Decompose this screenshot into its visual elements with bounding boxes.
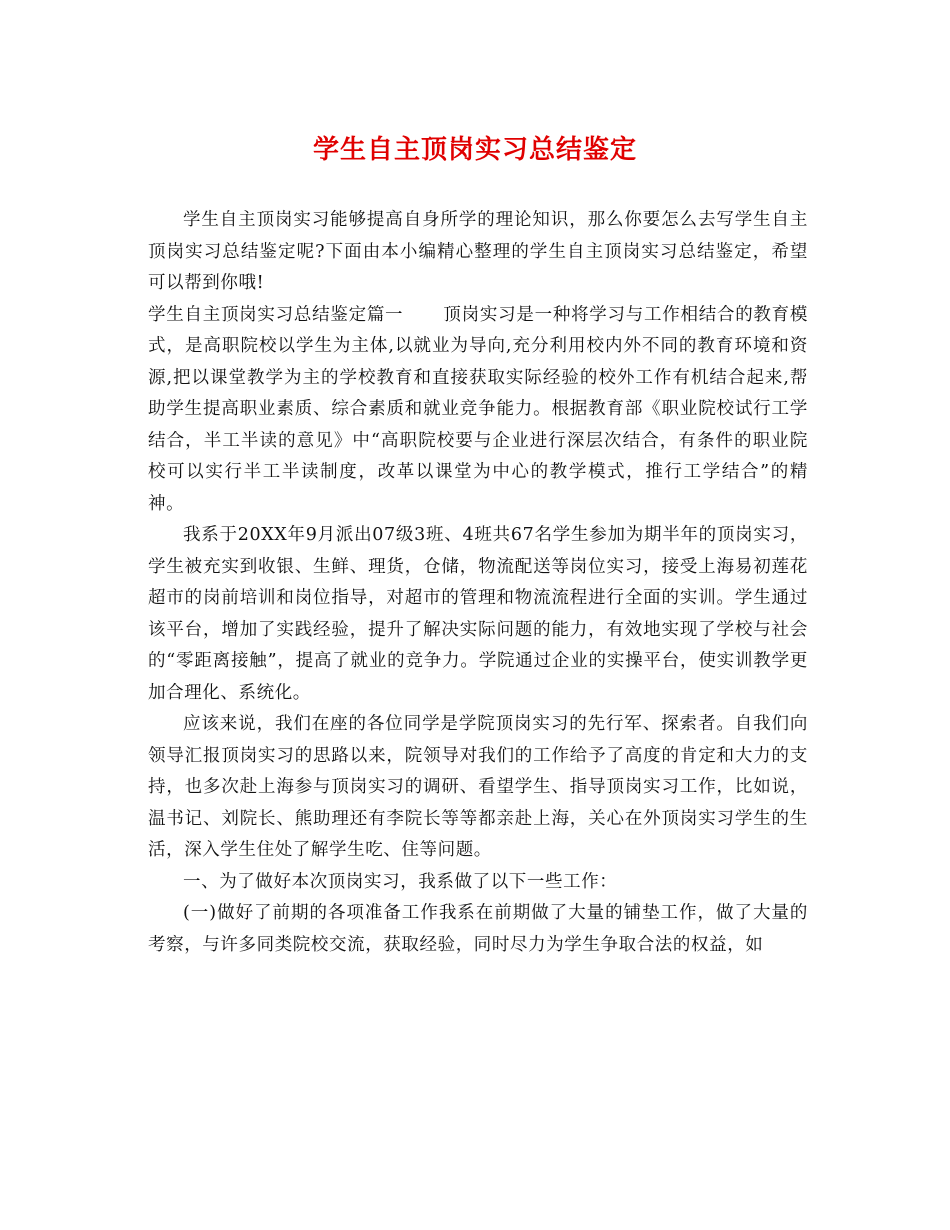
section-paragraph: [148, 300, 808, 521]
document-title: 学生自主顶岗实习总结鉴定: [312, 135, 637, 165]
intro-paragraph: 学生自主顶岗实习能够提高自身所学的理论知识，那么你要怎么去写学生自主顶岗实习总结鉴定呢?下面由本小编精心整理的学生自主顶岗实习总结鉴定，希望可以帮到你哦!: [148, 210, 808, 293]
section-heading: 学生自主顶岗实习总结鉴定篇一: [148, 304, 404, 325]
paragraph-4: 一、为了做好本次顶岗实习，我系做了以下一些工作：: [183, 871, 618, 892]
section-body: 顶岗实习是一种将学习与工作相结合的教育模式，是高职院校以学生为主体,以就业为导向,充分利用校内外不同的教育环境和资源,把以课堂教学为主的学校教育和直接获取实际经验的校外工作有机结合起来,帮助学生提高职业素质、综合素质和就业竞争能力。根据教育部《职业院校试行工学结合，半工半读的意见》中“高职院校要与企业进行深层次结合，有条件的职业院校可以实行半工半读制度，改革以课堂为中心的教学模式，推行工学结合”的精神。: [148, 304, 808, 514]
paragraph-2: 我系于20XX年9月派出07级3班、4班共67名学生参加为期半年的顶岗实习，学生被充实到收银、生鲜、理货，仓储，物流配送等岗位实习，接受上海易初莲花超市的岗前培训和岗位指导，对超市的管理和物流流程进行全面的实训。学生通过该平台，增加了实践经验，提升了解决实际问题的能力，有效地实现了学校与社会的“零距离接触”，提高了就业的竞争力。学院通过企业的实操平台，使实训教学更加合理化、系统化。: [148, 525, 808, 703]
paragraph-3: 应该来说，我们在座的各位同学是学院顶岗实习的先行军、探索者。自我们向领导汇报顶岗实习的思路以来，院领导对我们的工作给予了高度的肯定和大力的支持，也多次赴上海参与顶岗实习的调研、看望学生、指导顶岗实习工作，比如说，温书记、刘院长、熊助理还有李院长等等都亲赴上海，关心在外顶岗实习学生的生活，深入学生住处了解学生吃、住等问题。: [148, 714, 808, 860]
document-body: [148, 205, 808, 961]
paragraph-5: (一)做好了前期的各项准备工作我系在前期做了大量的铺垫工作，做了大量的考察，与许多同类院校交流，获取经验，同时尽力为学生争取合法的权益，如: [148, 903, 808, 955]
